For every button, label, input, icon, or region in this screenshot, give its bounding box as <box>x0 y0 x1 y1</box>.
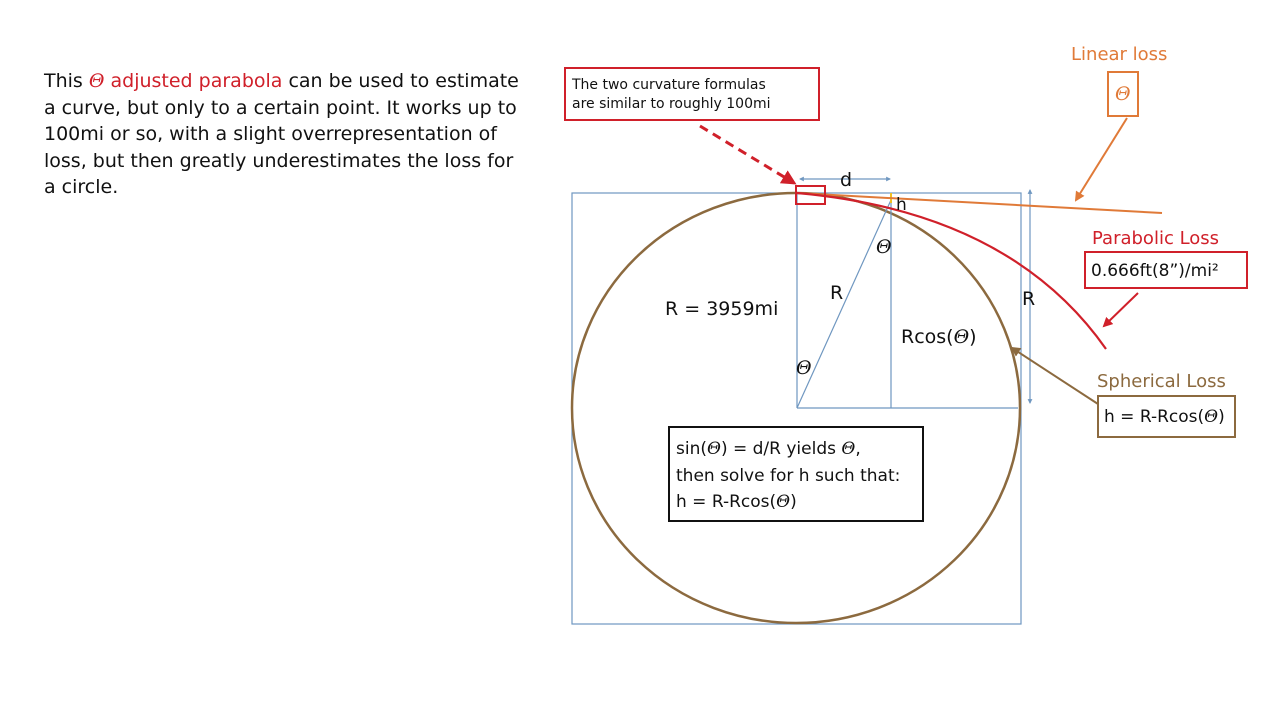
h-label: h <box>896 195 907 215</box>
intro-prefix: This <box>44 70 89 92</box>
parabolic-loss-formula: 0.666ft(8”)/mi² <box>1091 261 1219 281</box>
theta-top-label: Θ <box>876 236 892 258</box>
linear-loss-title: Linear loss <box>1071 44 1168 65</box>
spherical-formula-prefix: h = R-Rcos( <box>1104 407 1205 427</box>
rcos-suffix: ) <box>969 326 977 348</box>
linear-loss-symbol: Θ <box>1115 83 1131 105</box>
callout-line-2: are similar to roughly 100mi <box>572 96 771 112</box>
theta-center-label: Θ <box>796 357 812 379</box>
linear-loss-line <box>797 193 1162 213</box>
radius-value-label: R = 3959mi <box>665 298 779 320</box>
rcos-theta: Θ <box>953 326 970 348</box>
spherical-loss-formula <box>1104 407 1225 427</box>
parabolic-loss-arrow <box>1104 293 1138 326</box>
formula-line-3 <box>676 492 797 512</box>
r-side-label: R <box>1022 288 1036 310</box>
intro-highlight-text: adjusted parabola <box>104 70 283 92</box>
formula-line-3-prefix: h = R-Rcos( <box>676 492 777 512</box>
parabolic-loss-title: Parabolic Loss <box>1092 228 1220 249</box>
formula-line-1-suffix: , <box>855 439 861 459</box>
formula-line-1-theta: Θ <box>707 439 721 459</box>
formula-line-2: then solve for h such that: <box>676 466 901 486</box>
callout-dashed-arrow <box>700 126 794 183</box>
hypotenuse-r-label: R <box>830 282 844 304</box>
formula-line-1 <box>676 439 861 459</box>
spherical-loss-title: Spherical Loss <box>1097 371 1226 392</box>
formula-line-3-theta: Θ <box>776 492 791 512</box>
formula-line-1-theta2: Θ <box>841 439 856 459</box>
curvature-callout-box <box>565 68 819 120</box>
formula-line-1-middle: ) = d/R yields <box>720 439 842 459</box>
spherical-loss-arrow <box>1012 348 1098 404</box>
formula-line-1-prefix: sin( <box>676 439 707 459</box>
rcos-label <box>901 326 977 348</box>
linear-loss-arrow <box>1076 118 1127 200</box>
spherical-formula-theta: Θ <box>1204 407 1219 427</box>
d-label: d <box>840 169 853 191</box>
intro-suffix: can be used to estimate a curve, but only to a certain point. It works up to 100mi or so, with a slight overrepresentation of loss, but then greatly underestimates the loss for a circle. <box>44 70 519 198</box>
spherical-formula-suffix: ) <box>1218 407 1225 427</box>
intro-theta: Θ <box>88 70 105 92</box>
formula-line-3-suffix: ) <box>790 492 797 512</box>
rcos-prefix: Rcos( <box>901 326 954 348</box>
callout-line-1: The two curvature formulas <box>572 77 766 93</box>
